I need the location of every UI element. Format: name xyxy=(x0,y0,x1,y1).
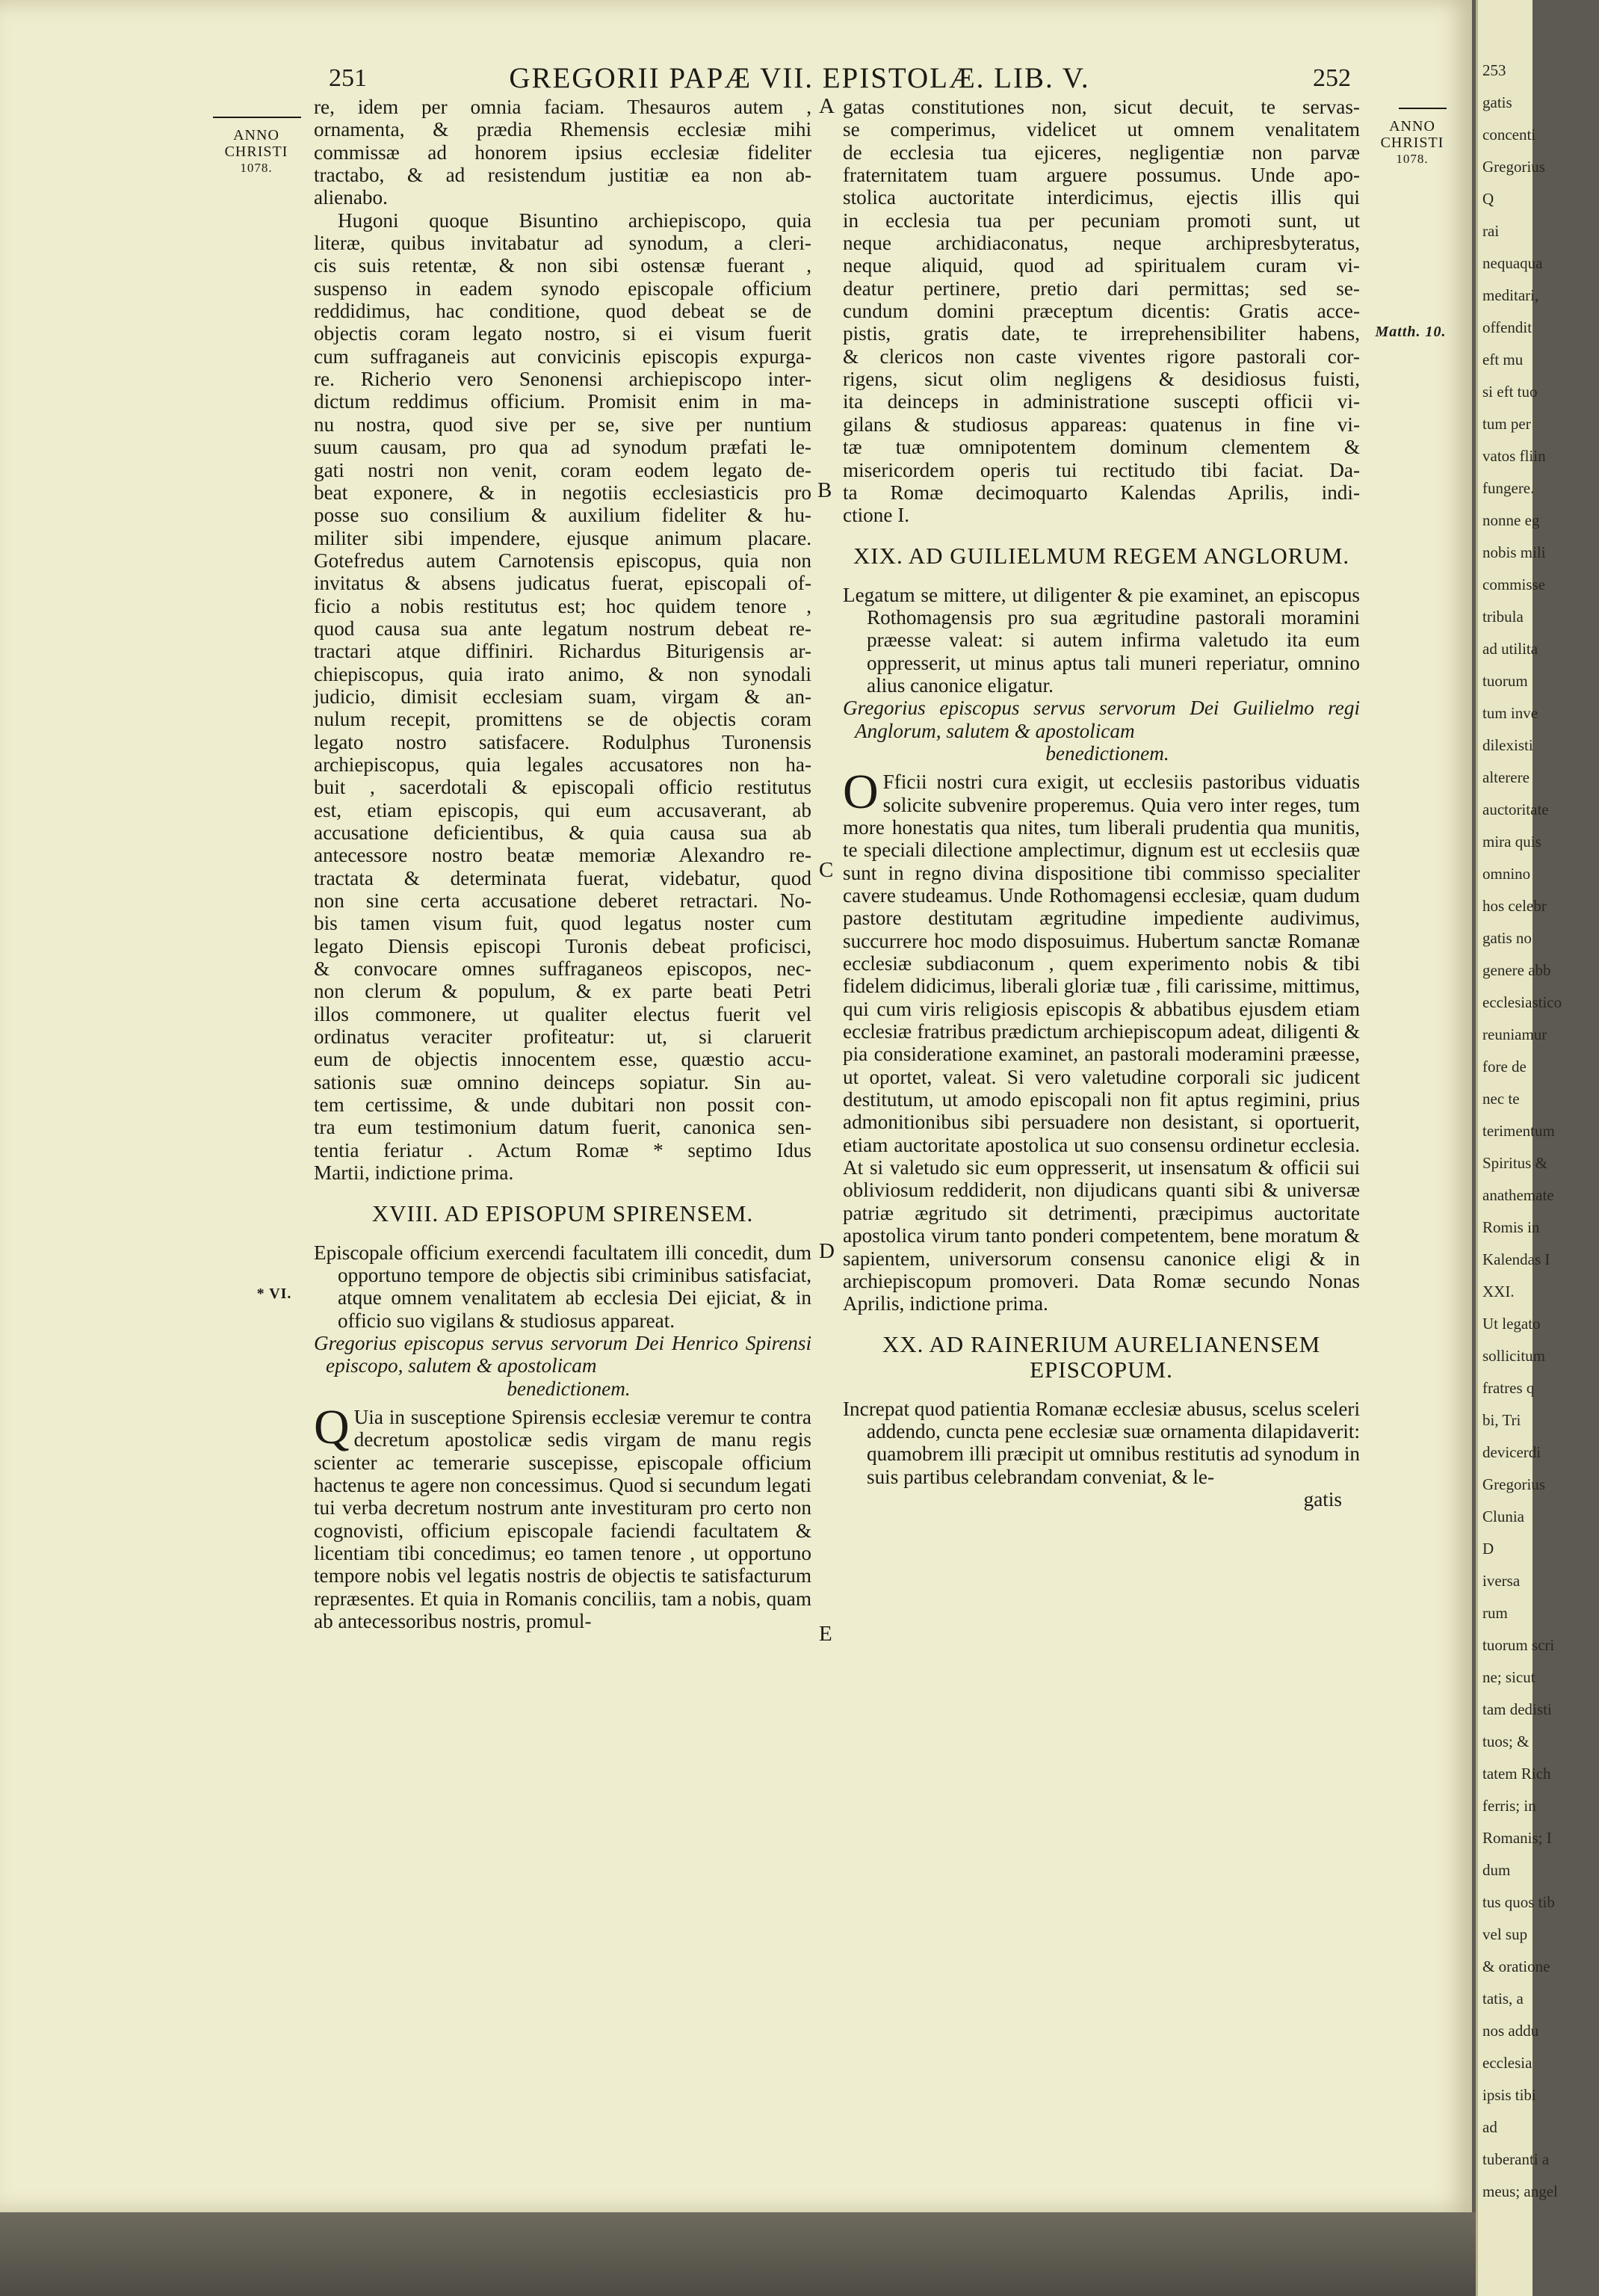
body-xviii: Q Uia in susceptione Spirensis ecclesiæ veremur te contra decretum apostolicæ sedis virgam de manu regis scienter ac temerarie suscepisse, episcopale officium hactenus te agere non concessimus. Quod si secundum legati tui verba decretum nostrum ante investituram pro certo non cognovisti, officium episcopale faciendi facultatem & licentiam tibi concedimus; eo tamen tenore , ut opportuno tempore nobis vel legatis nostris de objectis te satisfacturum repræsentes. Et quia in Romanis conciliis, tam a nobis, quam ab antecessoribus nostris, promul- xyxy=(314,1399,811,1632)
next-page-fragment: rum xyxy=(1482,1604,1508,1622)
next-page-edge xyxy=(1476,0,1562,2296)
left-column xyxy=(314,96,811,1632)
summary-xix: Legatum se mittere, ut diligenter & pie examinet, an episcopus Rothomagensis pro sua ægritudine pastorali moramini præesse valeat: si autem infirma valetudo ita eum oppresserit, ut minus aptus tali muneri reperiatur, omnino alius canonice eligatur. xyxy=(843,583,1360,697)
next-page-fragment: Romis in xyxy=(1482,1218,1540,1236)
next-page-fragment: ecclesia xyxy=(1482,2054,1532,2072)
text-line: de ecclesia tua ejiceres, negligentiæ non parvæ xyxy=(843,141,1360,164)
next-page-fragment: ad utilita xyxy=(1482,640,1538,658)
text-line: archiepiscopus, quia legales accusatores non ha- xyxy=(314,753,811,776)
next-page-fragment: auctoritate xyxy=(1482,800,1549,818)
text-line: neque aliquid, quod ad spiritualem curam vi- xyxy=(843,254,1360,277)
text-line: deatur pertinere, pretio dari permittas; sed se- xyxy=(843,277,1360,300)
text-line: & convocare omnes suffraganeos episcopos, nec- xyxy=(314,957,811,981)
salutation-xviii: Gregorius episcopus servus servorum Dei Henrico Spirensi episcopo, salutem & apostolicam benedictionem. xyxy=(314,1331,811,1400)
next-page-fragment: tum per xyxy=(1482,415,1531,433)
next-page-fragment: rai xyxy=(1482,222,1500,240)
text-line: antecessore nostro beatæ memoriæ Alexandro re- xyxy=(314,844,811,867)
body-xix: O Fficii nostri cura exigit, ut ecclesiis pastoribus viduatis solicite subvenire properemus. Quia vero inter reges, tum more honestatis qua nites, tum liberali prudentia qua munitis, te speciali dilectione amplectimur, dignum est ut ecclesiis quæ sunt in regno divina dispositione tibi commisso specialiter cavere studeamus. Unde Rothomagensi ecclesiæ, quam dudum pastore destitutam ægritudine impediente audivimus, succurrere hoc modo disposuimus. Hubertum sanctæ Romanæ ecclesiæ subdiaconum , quem experimento nobis & tibi fidelem didicimus, liberali gloriæ tuæ , fili carissime, mittimus, qui cum viris religiosis episcopis & abbatibus ejusdem etiam ecclesiæ fratribus prædictum archiepiscopum adeat, diligenti & pia consideratione examinet, an pastorali moderamini præesse, ut oportet, valeat. Si vero valetudine corporali sic judicent destitutum, ut amodo episcopali non fit aptus regimini, prius admonitionibus sibi persuadere non desistant, si oportuerit, etiam auctoritate apostolica ut suo consensu ordinetur ecclesia. At si valetudo sic eum oppresserit, ut insensatum & officii sui obliviosum reddiderit, non dijudicans quanti sibi & universæ patriæ ægritudo sit detrimenti, præcipimus auctoritate apostolica virum tanto ponderi competentem, bene moratum & sapientem, universorum consensu canonice eligi & in archiepiscopum promoveri. Data Romæ secundo Nonas Aprilis, indictione prima. xyxy=(843,765,1360,1315)
text-line: fraternitatem tuam arguere possumus. Unde apo- xyxy=(843,164,1360,187)
text-line: se comperimus, videlicet ut omnem venalitatem xyxy=(843,118,1360,141)
next-page-fragment: fratres q xyxy=(1482,1379,1535,1397)
salutation-xix: Gregorius episcopus servus servorum Dei Guilielmo regi Anglorum, salutem & apostolicam benedictionem. xyxy=(843,697,1360,765)
next-page-fragment: nonne eg xyxy=(1482,511,1540,529)
next-page-fragment: tatem Rich xyxy=(1482,1765,1551,1783)
text-line: & clericos non caste viventes rigore pastorali cor- xyxy=(843,345,1360,368)
next-page-fragment: tum inve xyxy=(1482,704,1538,722)
next-page-fragment: iversa xyxy=(1482,1572,1521,1590)
text-line: ordinatus veraciter profiteatur: ut, si claruerit xyxy=(314,1025,811,1049)
text-line: quod causa sua ante legatum nostrum debeat re- xyxy=(314,617,811,640)
text-line: tæ tuæ omnipotentem dominum clementem & xyxy=(843,436,1360,459)
text-line: sationis suæ omnino deinceps sopiatur. Sin au- xyxy=(314,1070,811,1093)
heading-xx: XX. AD RAINERIUM AURELIANENSEM EPISCOPUM. xyxy=(882,1330,1321,1383)
next-page-fragment: meditari, xyxy=(1482,286,1539,304)
section-letter-d: D xyxy=(819,1239,835,1263)
text-line: illos commonere, ut qualiter electus fuerit vel xyxy=(314,1002,811,1025)
next-page-fragment: commisse xyxy=(1482,575,1545,593)
anno-christi-left: ANNO CHRISTI 1078. xyxy=(224,127,288,175)
next-page-fragment: 253 xyxy=(1482,61,1506,79)
heading-xviii: XVIII. AD EPISOPUM SPIRENSEM. xyxy=(371,1200,754,1226)
next-page-fragment: ne; sicut xyxy=(1482,1668,1535,1686)
text-line: Martii, indictione prima. xyxy=(314,1161,514,1185)
text-line: ctione I. xyxy=(843,504,910,527)
text-line: tem certissime, & unde dubitari non possit con- xyxy=(314,1093,811,1117)
next-page-fragment: tatis, a xyxy=(1482,1990,1524,2008)
next-page-fragment: Spiritus & xyxy=(1482,1154,1547,1172)
next-page-fragment: alterere xyxy=(1482,768,1530,786)
drop-cap-o: O xyxy=(843,765,879,820)
text-line: non sine certa accusatione deberet retractari. No- xyxy=(314,889,811,913)
next-page-fragment: nos addu xyxy=(1482,2022,1539,2040)
next-page-fragment: gatis no xyxy=(1482,929,1532,947)
text-line: reddidimus, hac conditione, quod debeat se de xyxy=(314,300,811,323)
text-line: dictum reddimus officium. Promisit enim in ma- xyxy=(314,390,811,413)
next-page-fragment: tam dedisti xyxy=(1482,1700,1552,1718)
margin-rule-right xyxy=(1399,108,1447,109)
text-line: militer sibi impendere, ejusque animum placare. xyxy=(314,526,811,549)
running-head: GREGORII PAPÆ VII. EPISTOLÆ. LIB. V. xyxy=(509,62,1090,94)
letter-xviii-tail xyxy=(843,96,1360,527)
text-line: suum causam, pro qua ad synodum præfati le- xyxy=(314,436,811,459)
letter-xvii-tail xyxy=(314,96,811,1185)
text-line: beat exponere, & in negotiis ecclesiasticis pro xyxy=(314,481,811,504)
catchword: gatis xyxy=(1303,1487,1342,1510)
next-page-fragment: concenti xyxy=(1482,126,1536,144)
next-page-fragment: genere abb xyxy=(1482,961,1551,979)
right-page-number: 252 xyxy=(1313,64,1351,92)
next-page-fragment: nequaqua xyxy=(1482,254,1543,272)
text-line: objectis coram legato nostro, si ei visum fuerit xyxy=(314,322,811,345)
next-page-fragment: sollicitum xyxy=(1482,1347,1545,1365)
text-line: literæ, quibus invitabatur ad synodum, a cleri- xyxy=(314,232,811,255)
next-page-fragment: tuos; & xyxy=(1482,1732,1530,1750)
next-page-fragment: si eft tuo xyxy=(1482,383,1538,401)
right-column xyxy=(843,96,1360,1510)
text-line: Hugoni quoque Bisuntino archiepiscopo, quia xyxy=(338,209,811,232)
next-page-fragment: ipsis tibi xyxy=(1482,2086,1536,2104)
text-line: suspenso in eadem synodo episcopale officium xyxy=(314,277,811,300)
next-page-fragment: tuorum scri xyxy=(1482,1636,1555,1654)
next-page-fragment: Kalendas I xyxy=(1482,1250,1550,1268)
text-line: rigens, sicut olim negligens & desidiosus fuisti, xyxy=(843,368,1360,391)
text-line: gatas constitutiones non, sicut decuit, te servas- xyxy=(843,96,1360,118)
next-page-fragment: tribula xyxy=(1482,608,1524,626)
text-line: nulum recepit, promittens se de objectis coram xyxy=(314,708,811,731)
text-line: ita deinceps in administratione suscepti officii vi- xyxy=(843,390,1360,413)
text-line: Gotefredus autem Carnotensis episcopus, quia non xyxy=(314,549,811,572)
margin-note-matthew: Matth. 10. xyxy=(1375,324,1447,340)
drop-cap-q: Q xyxy=(314,1399,350,1454)
text-line: ficio a nobis restitutus est; hoc quidem tenore , xyxy=(314,594,811,617)
text-line: legato Diensis episcopi Turonis debeat proficisci, xyxy=(314,934,811,957)
next-page-fragment: Clunia xyxy=(1482,1507,1524,1525)
text-line: re, idem per omnia faciam. Thesauros autem , xyxy=(314,96,811,118)
text-line: ta Romæ decimoquarto Kalendas Aprilis, indi- xyxy=(843,481,1360,504)
section-letter-a: A xyxy=(819,94,835,118)
text-line: cis suis retentæ, & non sibi ostensæ fuerant , xyxy=(314,254,811,277)
margin-rule-left xyxy=(213,117,301,118)
next-page-fragment: Gregorius xyxy=(1482,158,1545,176)
text-line: nu nostra, quod sive per se, sive per nuntium xyxy=(314,413,811,436)
text-line: alienabo. xyxy=(314,186,388,209)
text-line: eum de objectis innocentem esse, quæstio accu- xyxy=(314,1048,811,1071)
left-page-number: 251 xyxy=(329,64,367,92)
text-line: judicio, dimisit ecclesiam suam, virgam & an- xyxy=(314,685,811,708)
text-line: pistis, gratis date, te irreprehensibiliter habens, xyxy=(843,322,1360,345)
next-page-fragment: omnino xyxy=(1482,865,1531,883)
next-page-fragment: terimentum xyxy=(1482,1122,1555,1140)
next-page-fragment: Q xyxy=(1482,190,1494,208)
next-page-fragment: ferris; in xyxy=(1482,1797,1536,1815)
next-page-fragment: vatos fliin xyxy=(1482,447,1546,465)
text-line: est, etiam episcopis, qui eum accusaverant, ab xyxy=(314,798,811,821)
next-page-fragment: nobis mili xyxy=(1482,543,1546,561)
next-page-fragment: tuorum xyxy=(1482,672,1528,690)
next-page-fragment: bi, Tri xyxy=(1482,1411,1521,1429)
summary-xx: Increpat quod patientia Romanæ ecclesiæ abusus, scelus sceleri addendo, cuncta pene ecclesiæ suæ ornamenta dilapidaverit: quamobrem illi præcipit ut omnibus restitutis ad synodum in suis partibus celebrandam conveniat, & le- xyxy=(843,1397,1360,1488)
next-page-fragment: eft mu xyxy=(1482,351,1524,368)
text-line: misericordem operis tui rectitudo tibi faciat. Da- xyxy=(843,458,1360,481)
margin-note-vi: * VI. xyxy=(256,1286,292,1302)
text-line: tractabo, & ad resistendum justitiæ ea non ab- xyxy=(314,164,811,187)
text-line: legato nostro satisfacere. Rodulphus Turonensis xyxy=(314,730,811,753)
next-page-fragment: devicerdi xyxy=(1482,1443,1541,1461)
next-page-fragment: & oratione xyxy=(1482,1957,1550,1975)
next-page-fragment: Romanis; I xyxy=(1482,1829,1552,1847)
text-line: stolica auctoritate interdicimus, ejectis illis qui xyxy=(843,186,1360,209)
next-page-fragment: nec te xyxy=(1482,1090,1520,1108)
text-line: in ecclesia tua per pecuniam promoti sunt, ut xyxy=(843,209,1360,232)
next-page-fragment: reuniamur xyxy=(1482,1025,1547,1043)
next-page-fragment: mira quis xyxy=(1482,833,1541,851)
text-line: cundum domini præceptum dicentis: Gratis acce- xyxy=(843,300,1360,323)
text-line: neque archidiaconatus, neque archipresbyteratus, xyxy=(843,232,1360,255)
text-line: chiepiscopus, quia irato animo, & non synodali xyxy=(314,662,811,685)
next-page-fragment: anathemate xyxy=(1482,1186,1554,1204)
next-page-fragment: XXI. xyxy=(1482,1283,1515,1300)
next-page-fragment: dilexisti xyxy=(1482,736,1533,754)
next-page-fragment: tuberanti a xyxy=(1482,2150,1550,2168)
text-line: invitatus & absens judicatus fuerat, episcopali of- xyxy=(314,572,811,595)
next-page-fragment: vel sup xyxy=(1482,1925,1528,1943)
section-letter-c: C xyxy=(819,858,834,882)
next-page-fragment: ad xyxy=(1482,2118,1497,2136)
next-page-fragment: meus; angel xyxy=(1482,2182,1558,2200)
text-line: ornamenta, & prædia Rhemensis ecclesiæ mihi xyxy=(314,118,811,141)
text-line: gati nostri non venit, coram eodem legato de- xyxy=(314,458,811,481)
text-line: posse suo consilium & auxilium fideliter & hu- xyxy=(314,504,811,527)
text-line: bis tamen visum fuit, quod legatus noster cum xyxy=(314,912,811,935)
text-line: tractari atque diffiniri. Richardus Biturigensis ar- xyxy=(314,640,811,663)
next-page-fragment: Gregorius xyxy=(1482,1475,1545,1493)
text-line: tractata & determinata fuerat, videbatur, quod xyxy=(314,866,811,889)
next-page-fragment: D xyxy=(1482,1540,1494,1558)
text-line: accusatione deficientibus, & quia causa sua ab xyxy=(314,821,811,844)
text-line: tentia feriatur . Actum Romæ * septimo Idus xyxy=(314,1138,811,1161)
section-letter-e: E xyxy=(819,1622,832,1646)
next-page-fragment: fungere. xyxy=(1482,479,1535,497)
text-line: commissæ ad honorem ipsius ecclesiæ fideliter xyxy=(314,141,811,164)
text-line: cum suffraganeis aut convicinis episcopis expurga- xyxy=(314,345,811,368)
section-letter-b: B xyxy=(817,478,832,502)
text-line: tra eum testimonium datum fuerit, canonica sen- xyxy=(314,1116,811,1139)
next-page-fragment: fore de xyxy=(1482,1058,1527,1076)
next-page-fragment: dum xyxy=(1482,1861,1511,1879)
heading-xix: XIX. AD GUILIELMUM REGEM ANGLORUM. xyxy=(853,542,1350,569)
text-line: non clerum & populum, & ex parte beati Petri xyxy=(314,980,811,1003)
text-line: gilans & studiosus appareas: quatenus in fine vi- xyxy=(843,413,1360,436)
scanner-background xyxy=(0,2212,1487,2296)
text-line: re. Richerio vero Senonensi archiepiscopo inter- xyxy=(314,368,811,391)
summary-xviii: Episcopale officium exercendi facultatem illi concedit, dum opportuno tempore de objectis sibi criminibus satisfaciat, atque omnem venalitatem ab ecclesia Dei ejiciat, & in officio suo vigilans & studiosus appareat. xyxy=(314,1241,811,1332)
next-page-fragment: ecclesiastico xyxy=(1482,993,1562,1011)
next-page-fragment: gatis xyxy=(1482,93,1512,111)
text-line: buit , sacerdotali & episcopali officio restitutus xyxy=(314,776,811,799)
next-page-fragment: hos celebr xyxy=(1482,897,1547,915)
next-page-fragment: Ut legato xyxy=(1482,1315,1541,1333)
anno-christi-right: ANNO CHRISTI 1078. xyxy=(1380,118,1444,166)
next-page-fragment: offendit xyxy=(1482,318,1532,336)
next-page-fragment: tus quos tib xyxy=(1482,1893,1555,1911)
